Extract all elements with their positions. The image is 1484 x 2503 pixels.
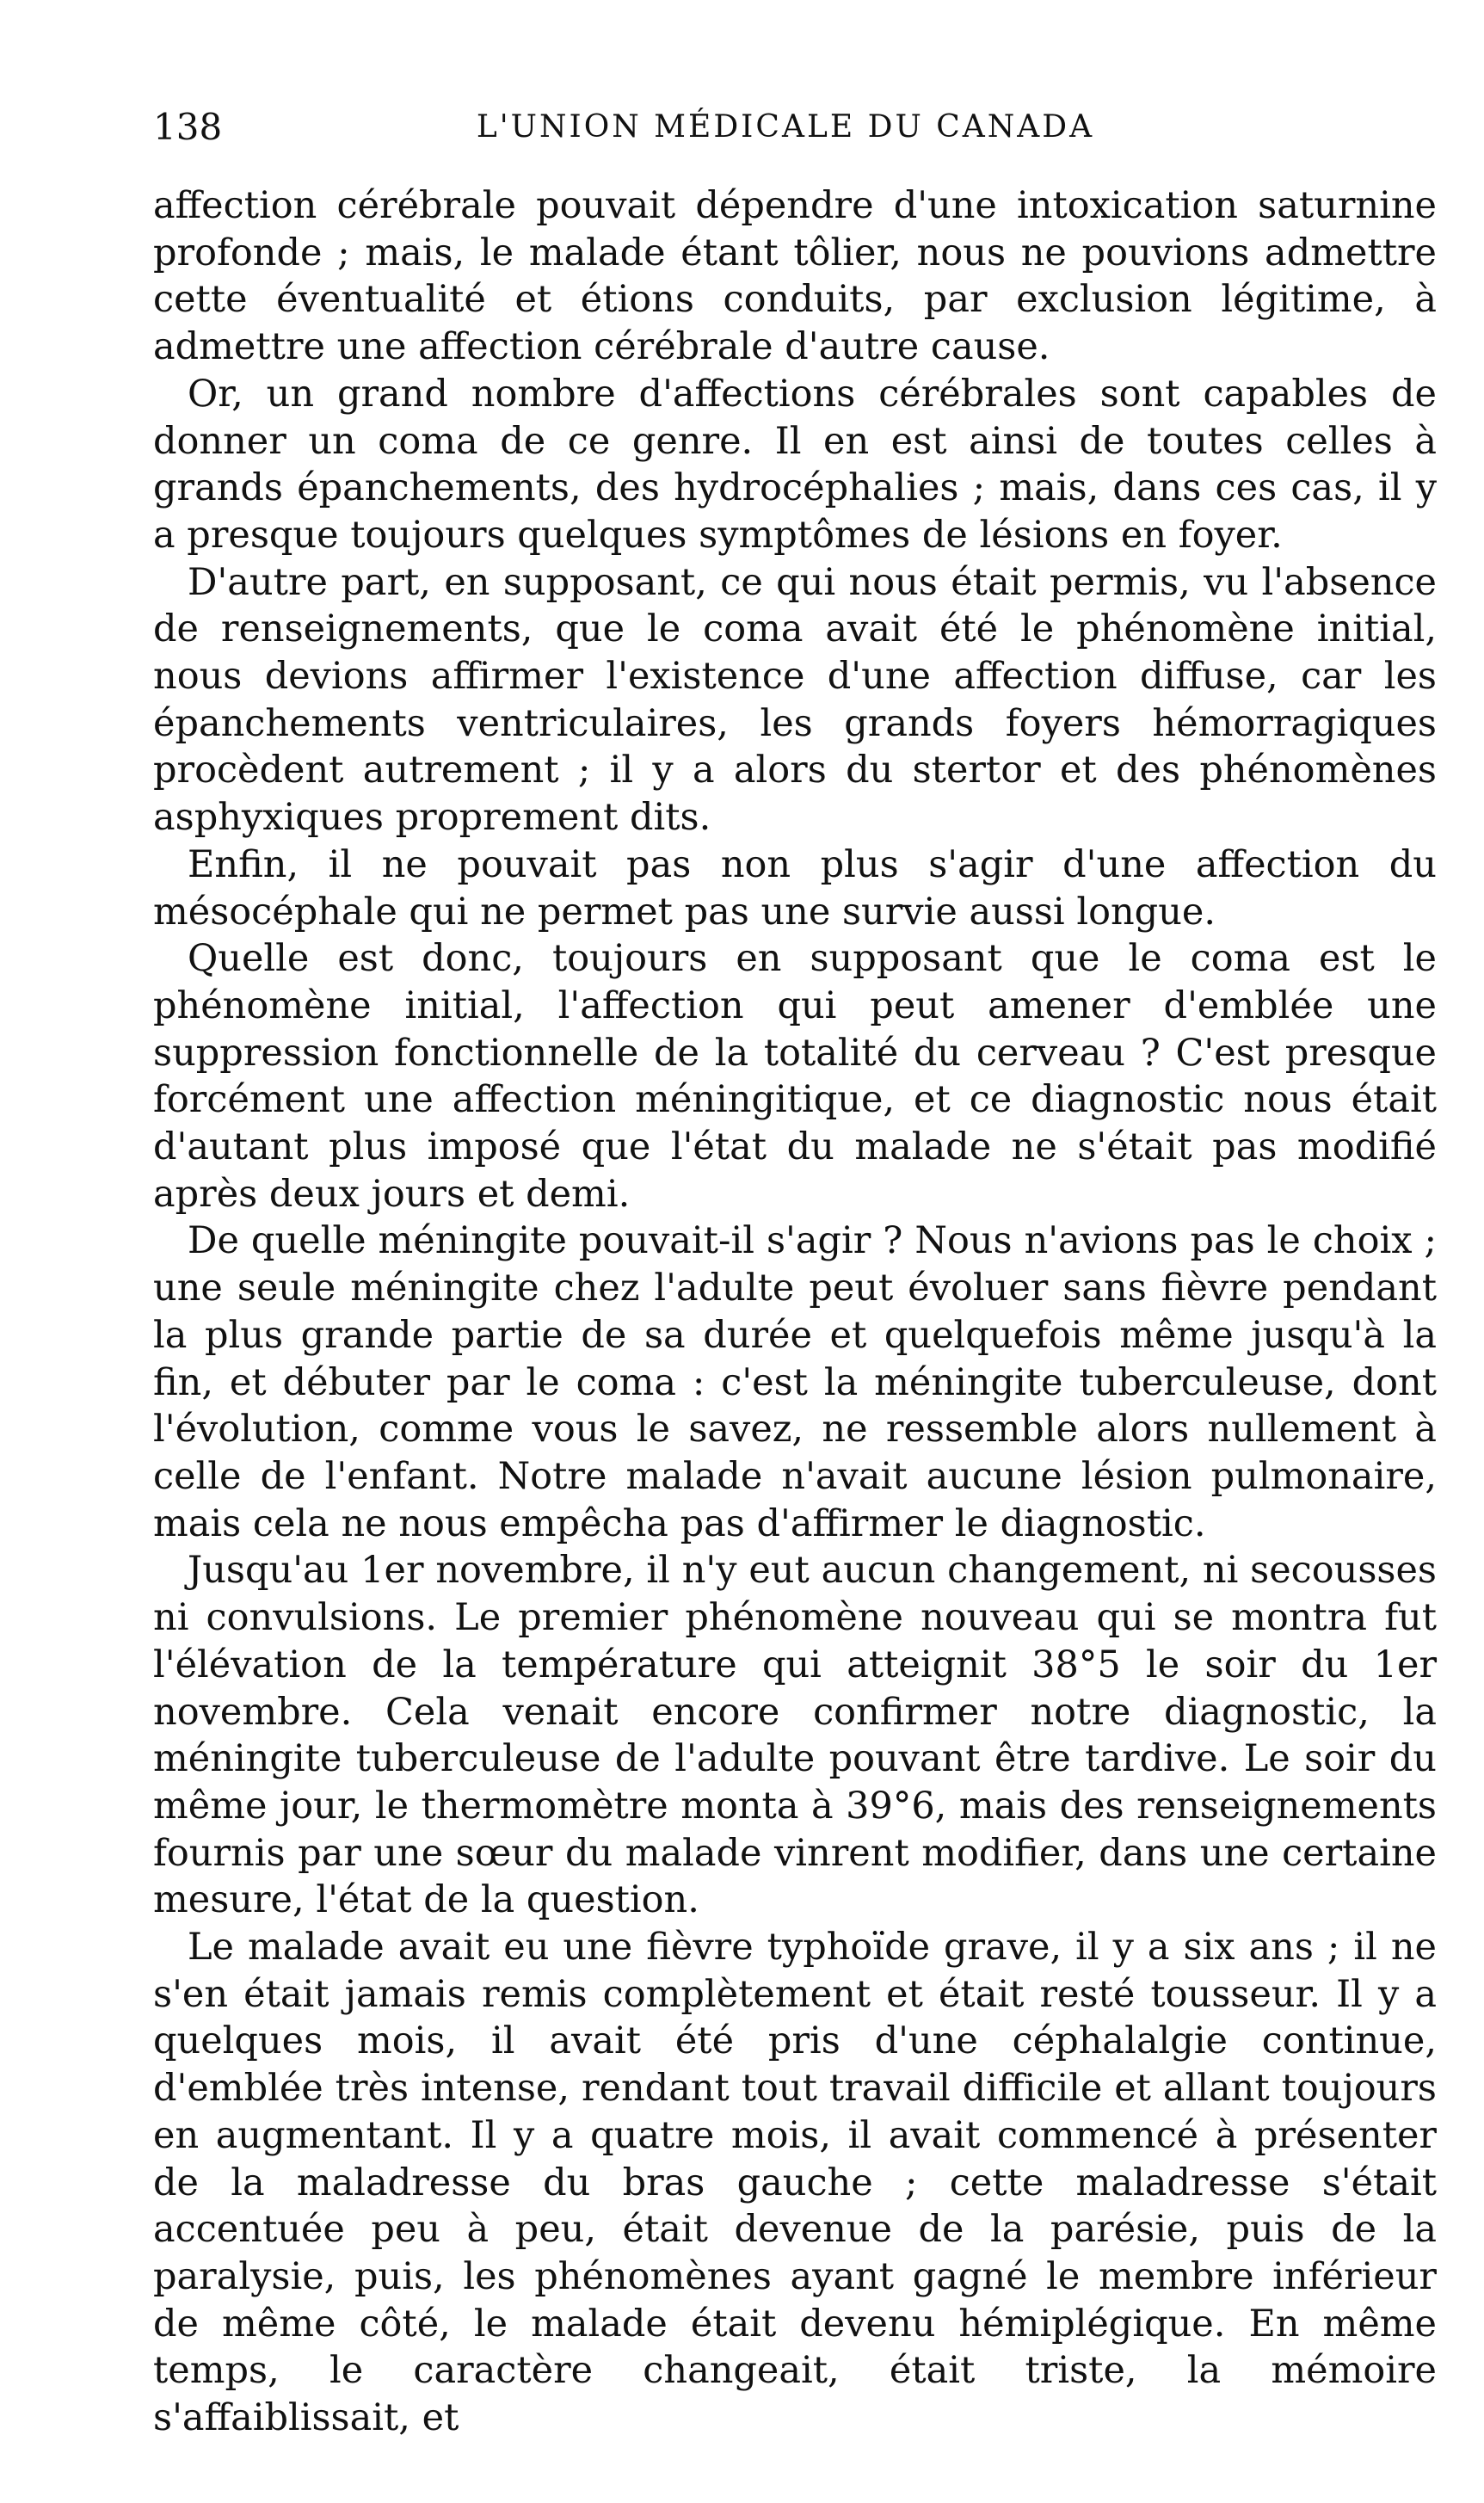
paragraph: Jusqu'au 1er novembre, il n'y eut aucun changement, ni secousses ni convulsions. Le premier phénomène nouveau qui se montra fut l'élévation de la température qui atteignit 38°5 le soir du 1er novembre. Cela venait encore confirmer notre diagnostic, la méningite tuberculeuse de l'adulte pouvant être tardive. Le soir du même jour, le thermomètre monta à 39°6, mais des renseignements fournis par une sœur du malade vinrent modifier, dans une certaine mesure, l'état de la question.	[153, 1549, 1437, 1922]
paragraph: Quelle est donc, toujours en supposant que le coma est le phénomène initial, l'affection qui peut amener d'emblée une suppression fonctionnelle de la totalité du cerveau ? C'est presque forcément une affection méningitique, et ce diagnostic nous était d'autant plus imposé que l'état du malade ne s'était pas modifié après deux jours et demi.	[153, 937, 1437, 1216]
running-title: L'UNION MÉDICALE DU CANADA	[476, 109, 1095, 145]
paragraph-continuation: affection cérébrale pouvait dépendre d'une intoxication saturnine profonde ; mais, le malade étant tôlier, nous ne pouvions admettre cette éventualité et étions conduits, par exclusion légitime, à admettre une affection cérébrale d'autre cause.	[153, 184, 1437, 369]
paragraph: De quelle méningite pouvait-il s'agir ? Nous n'avions pas le choix ; une seule méningite chez l'adulte peut évoluer sans fièvre pendant la plus grande partie de sa durée et quelquefois même jusqu'à la fin, et débuter par le coma : c'est la méningite tuberculeuse, dont l'évolution, comme vous le savez, ne ressemble alors nullement à celle de l'enfant. Notre malade n'avait aucune lésion pulmonaire, mais cela ne nous empêcha pas d'affirmer le diagnostic.	[153, 1219, 1437, 1545]
page-number: 138	[153, 106, 223, 148]
running-head	[153, 102, 1418, 153]
paragraph: Enfin, il ne pouvait pas non plus s'agir d'une affection du mésocéphale qui ne permet pas une survie aussi longue.	[153, 842, 1437, 934]
paragraph: Le malade avait eu une fièvre typhoïde grave, il y a six ans ; il ne s'en était jamais remis complètement et était resté tousseur. Il y a quelques mois, il avait été pris d'une céphalalgie continue, d'emblée très intense, rendant tout travail difficile et allant toujours en augmentant. Il y a quatre mois, il avait commencé à présenter de la maladresse du bras gauche ; cette maladresse s'était accentuée peu à peu, était devenue de la parésie, puis de la paralysie, puis, les phénomènes ayant gagné le membre inférieur de même côté, le malade était devenu hémiplégique. En même temps, le caractère changeait, était triste, la mémoire s'affaiblissait, et	[153, 1926, 1437, 2440]
paragraph: Or, un grand nombre d'affections cérébrales sont capables de donner un coma de ce genre. Il en est ainsi de toutes celles à grands épanchements, des hydrocéphalies ; mais, dans ces cas, il y a presque toujours quelques symptômes de lésions en foyer.	[153, 372, 1437, 557]
paragraph: D'autre part, en supposant, ce qui nous était permis, vu l'absence de renseignements, que le coma avait été le phénomène initial, nous devions affirmer l'existence d'une affection diffuse, car les épanchements ventriculaires, les grands foyers hémorragiques procèdent autrement ; il y a alors du stertor et des phénomènes asphyxiques proprement dits.	[153, 560, 1437, 840]
body-text	[153, 182, 1437, 2442]
